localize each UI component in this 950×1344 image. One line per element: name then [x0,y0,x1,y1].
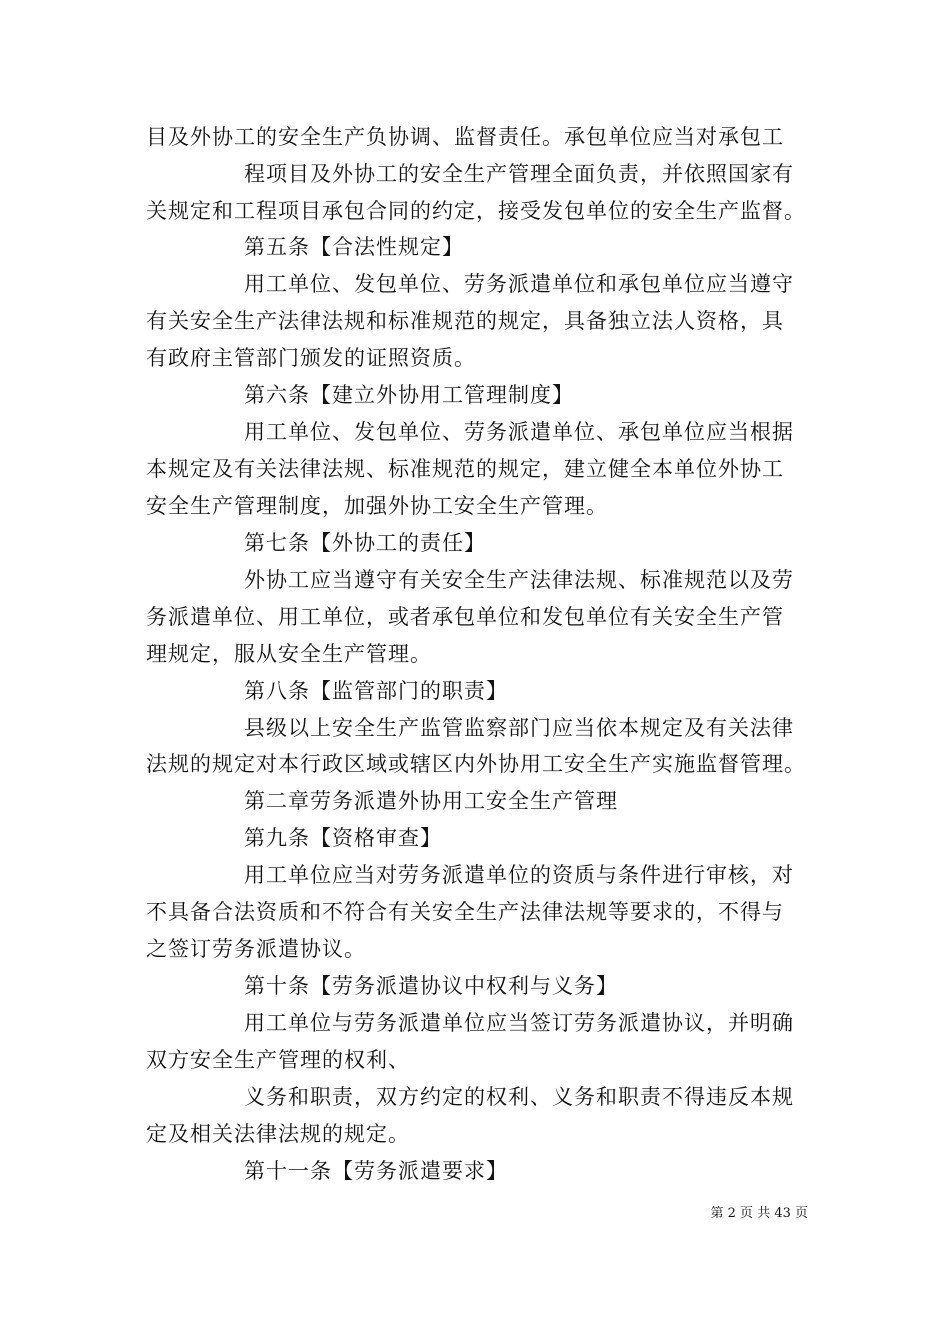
text-line: 定及相关法律法规的规定。 [146,1122,410,1146]
text-line: 不具备合法资质和不符合有关安全生产法律法规等要求的，不得与 [146,900,784,924]
article-heading: 第六条【建立外协用工管理制度】 [244,383,574,407]
article-heading: 第九条【资格审查】 [244,826,442,850]
text-line: 用工单位、发包单位、劳务派遣单位和承包单位应当遵守 [244,272,794,296]
text-line: 双方安全生产管理的权利、 [146,1048,410,1072]
text-line: 用工单位与劳务派遣单位应当签订劳务派遣协议，并明确 [244,1011,794,1035]
article-heading: 第八条【监管部门的职责】 [244,679,508,703]
text-line: 用工单位应当对劳务派遣单位的资质与条件进行审核，对 [244,863,794,887]
text-line: 有政府主管部门颁发的证照资质。 [146,346,476,370]
page-number-footer: 第 2 页 共 43 页 [710,1206,808,1221]
article-heading: 第七条【外协工的责任】 [244,531,486,555]
text-line: 本规定及有关法律法规、标准规范的规定，建立健全本单位外协工 [146,457,784,481]
article-heading: 第十条【劳务派遣协议中权利与义务】 [244,974,618,998]
text-line: 县级以上安全生产监管监察部门应当依本规定及有关法律 [244,716,794,740]
text-line: 义务和职责，双方约定的权利、义务和职责不得违反本规 [244,1085,794,1109]
article-heading: 第五条【合法性规定】 [244,235,464,259]
text-line: 关规定和工程项目承包合同的约定，接受发包单位的安全生产监督。 [146,199,806,223]
text-line: 法规的规定对本行政区域或辖区内外协用工安全生产实施监督管理。 [146,752,806,776]
text-line: 用工单位、发包单位、劳务派遣单位、承包单位应当根据 [244,420,794,444]
text-line: 之签订劳务派遣协议。 [146,937,366,961]
text-line: 务派遣单位、用工单位，或者承包单位和发包单位有关安全生产管 [146,605,784,629]
text-line: 理规定，服从安全生产管理。 [146,642,432,666]
text-line: 目及外协工的安全生产负协调、监督责任。承包单位应当对承包工 [146,125,784,149]
article-heading: 第十一条【劳务派遣要求】 [244,1159,508,1183]
text-line: 程项目及外协工的安全生产管理全面负责，并依照国家有 [244,162,794,186]
text-line: 安全生产管理制度，加强外协工安全生产管理。 [146,494,608,518]
text-line: 有关安全生产法律法规和标准规范的规定，具备独立法人资格，具 [146,309,784,333]
text-line: 外协工应当遵守有关安全生产法律法规、标准规范以及劳 [244,568,794,592]
chapter-heading: 第二章劳务派遣外协用工安全生产管理 [244,789,618,813]
